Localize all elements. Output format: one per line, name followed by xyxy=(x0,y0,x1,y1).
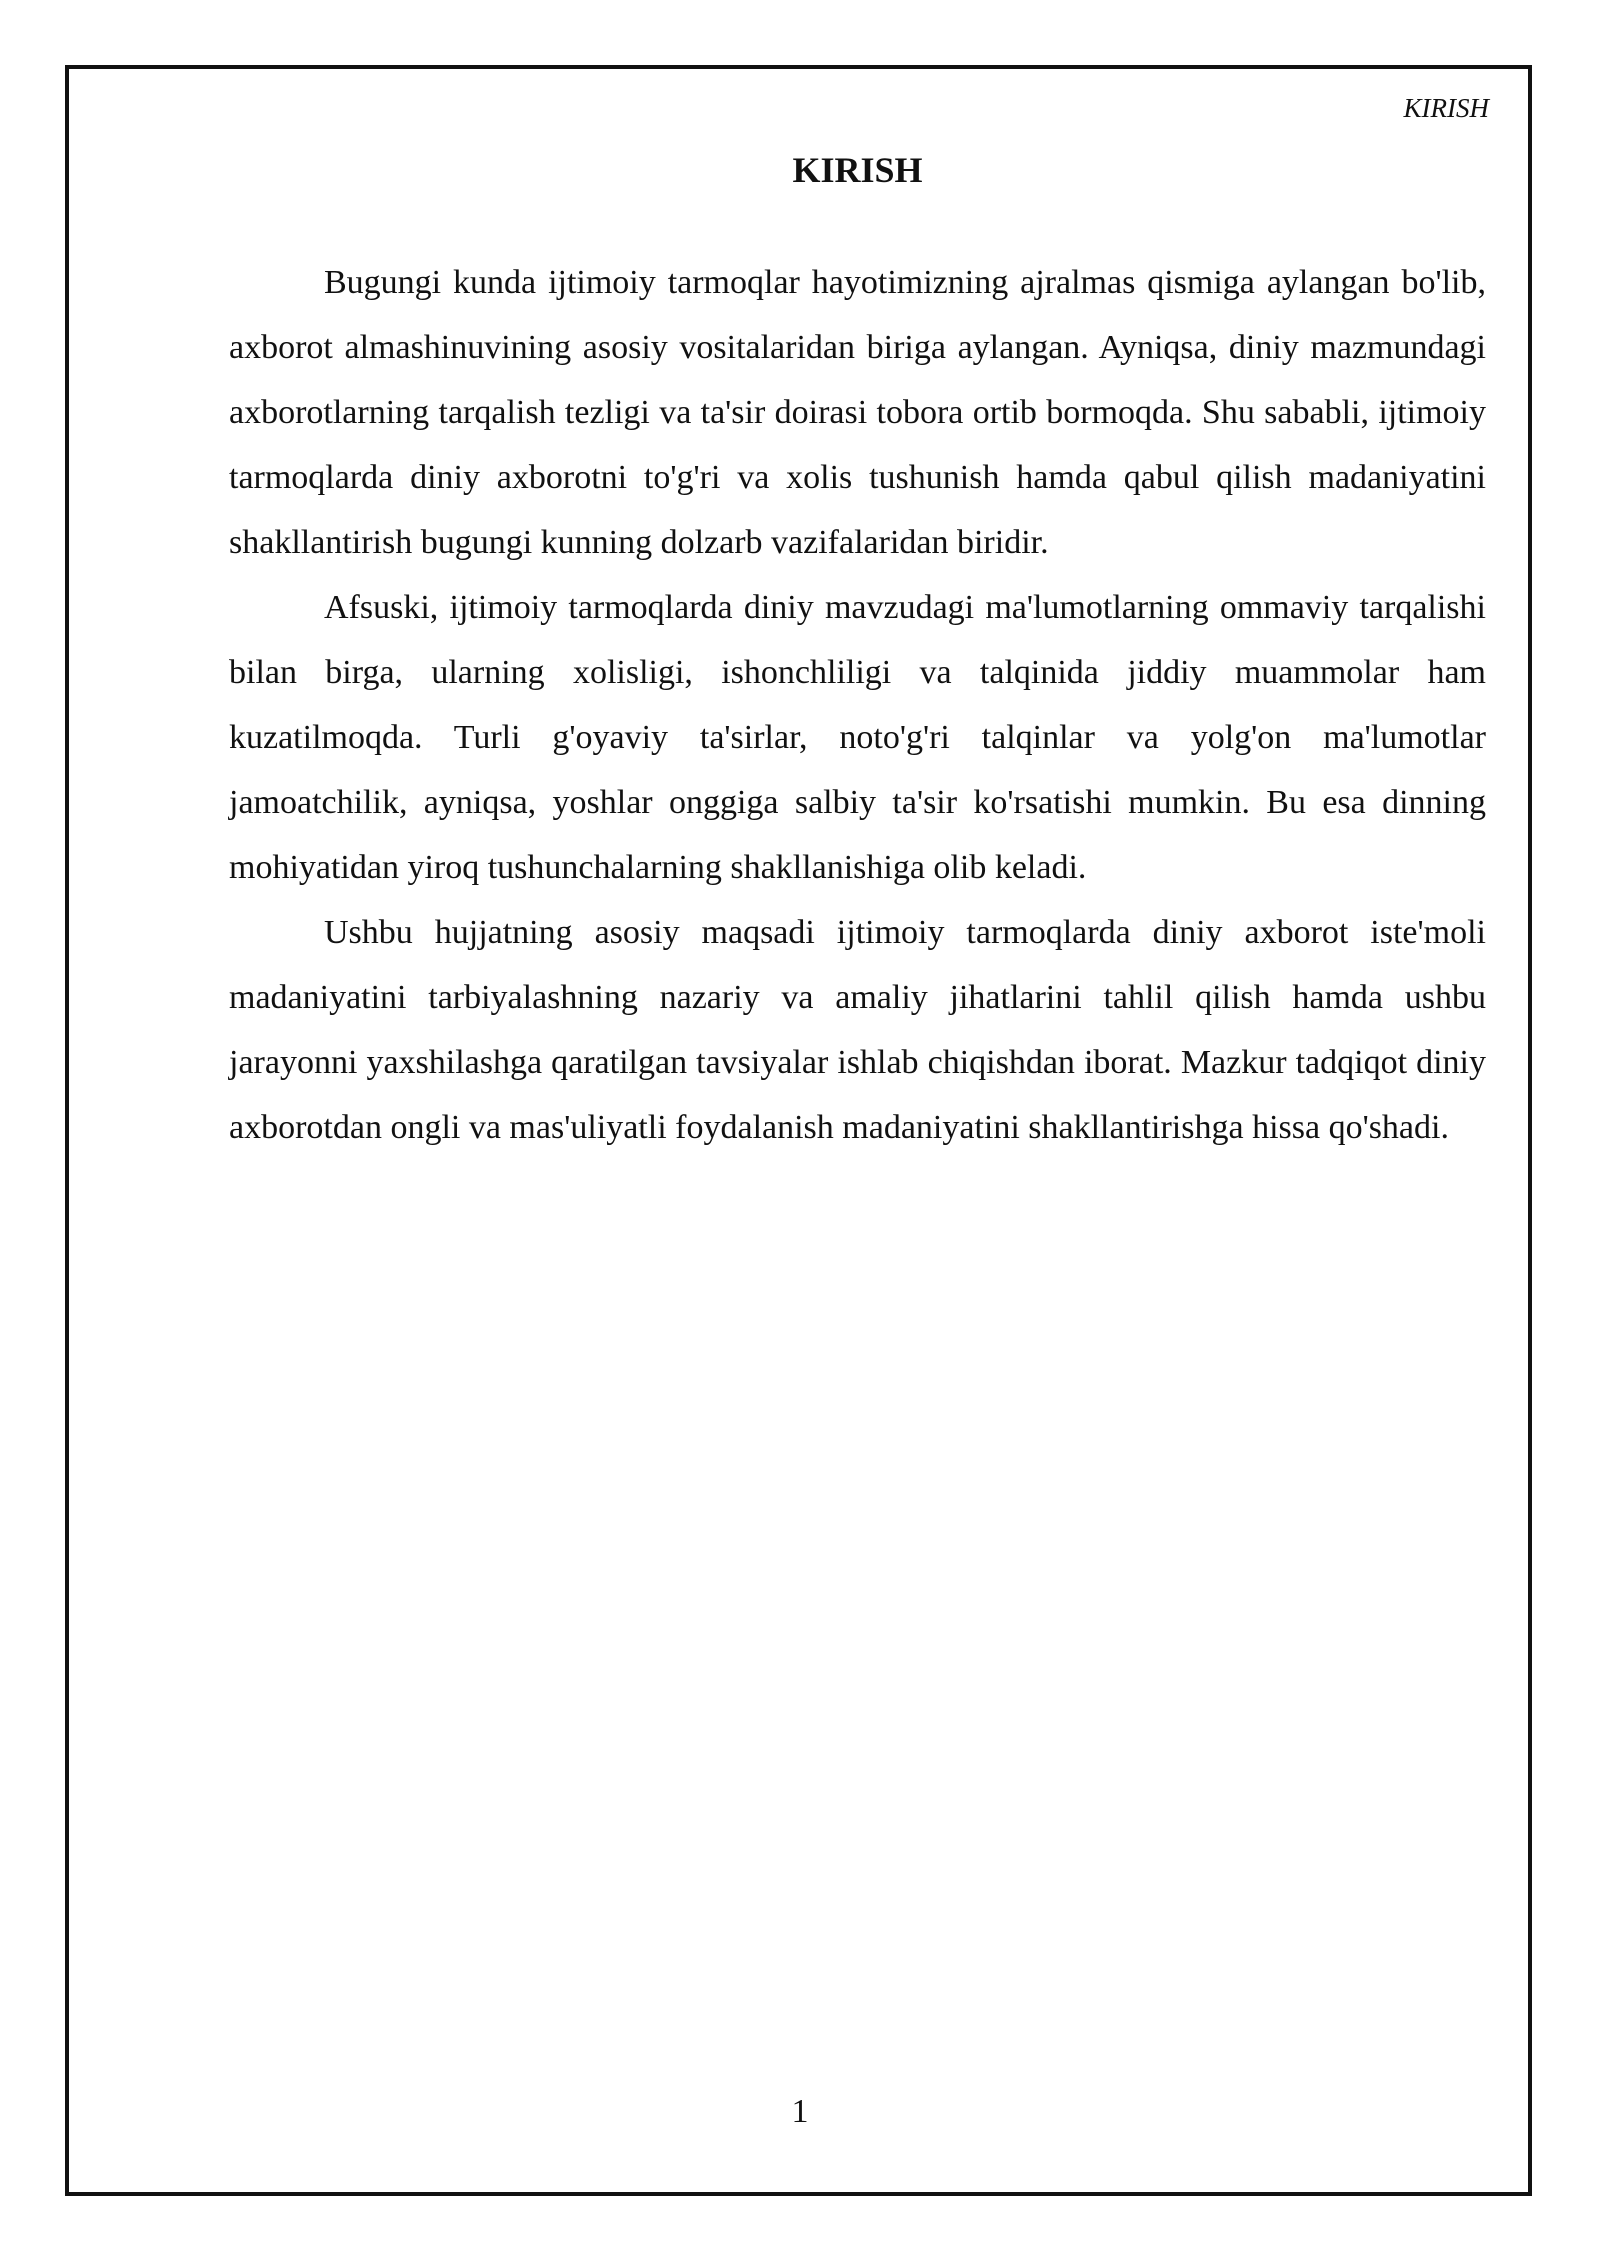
running-header: KIRISH xyxy=(1403,93,1489,123)
page-title: KIRISH xyxy=(792,150,923,190)
paragraph: Ushbu hujjatning asosiy maqsadi ijtimoiy tarmoqlarda diniy axborot iste'moli madaniyatini tarbiyalashning nazariy va amaliy jihatlarini tahlil qilish hamda ushbu jarayonni yaxshilashga qaratilgan tavsiyalar ishlab chiqishdan iborat. Mazkur tadqiqot diniy axborotdan ongli va mas'uliyatli foydalanish madaniyatini shakllantirishga hissa qo'shadi. xyxy=(229,914,1486,1146)
paragraph: Bugungi kunda ijtimoiy tarmoqlar hayotimizning ajralmas qismiga aylangan bo'lib, axborot almashinuvining asosiy vositalaridan biriga aylangan. Ayniqsa, diniy mazmundagi axborotlarning tarqalish tezligi va ta'sir doirasi tobora ortib bormoqda. Shu sababli, ijtimoiy tarmoqlarda diniy axborotni to'g'ri va xolis tushunish hamda qabul qilish madaniyatini shakllantirish bugungi kunning dolzarb vazifalaridan biridir. xyxy=(229,264,1486,561)
body-text xyxy=(229,250,1486,1160)
page-number: 1 xyxy=(791,2093,809,2130)
paragraph: Afsuski, ijtimoiy tarmoqlarda diniy mavzudagi ma'lumotlarning ommaviy tarqalishi bilan birga, ularning xolisligi, ishonchliligi va talqinida jiddiy muammolar ham kuzatilmoqda. Turli g'oyaviy ta'sirlar, noto'g'ri talqinlar va yolg'on ma'lumotlar jamoatchilik, ayniqsa, yoshlar onggiga salbiy ta'sir ko'rsatishi mumkin. Bu esa dinning mohiyatidan yiroq tushunchalarning shakllanishiga olib keladi. xyxy=(229,589,1486,886)
